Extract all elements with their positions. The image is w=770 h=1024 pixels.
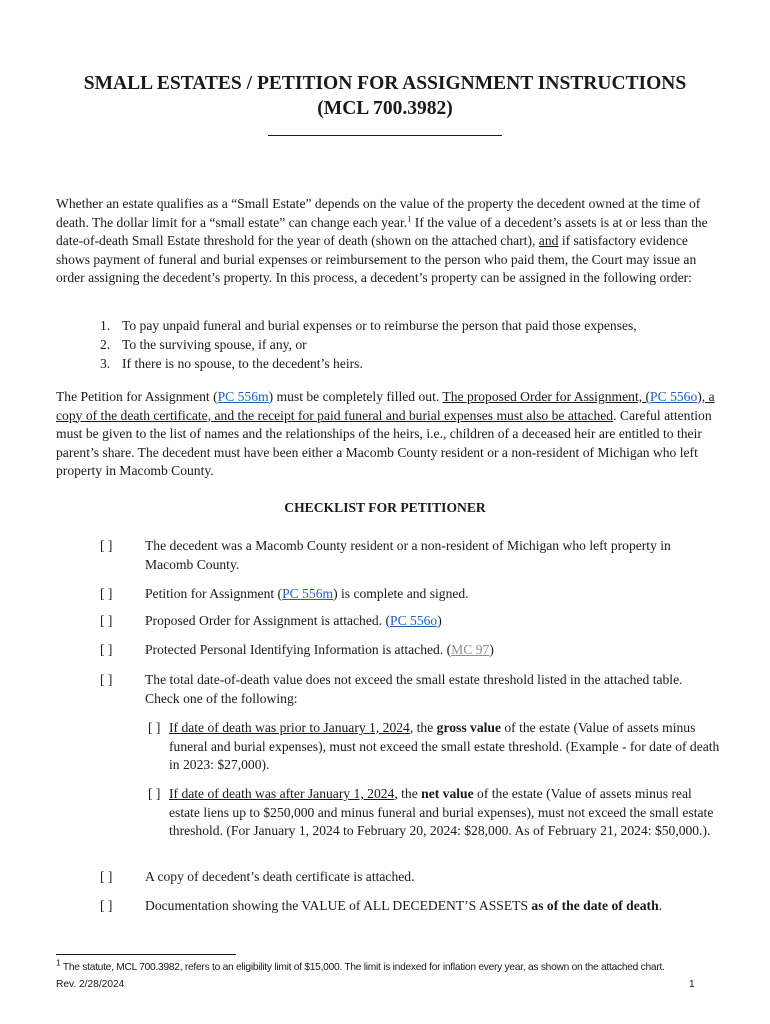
title-line-1: SMALL ESTATES / PETITION FOR ASSIGNMENT INSTRUCTIONS xyxy=(83,73,687,94)
footnote-text: The statute, MCL 700.3982, refers to an eligibility limit of $15,000. The limit is indexed for inflation every year, as shown on the attached chart. xyxy=(60,962,665,973)
intro-text-a: Whether an estate qualifies as a “Small Estate” depends on the value of the property the decedent owned at the time of death. The dollar limit for a “small estate” can change each year. xyxy=(56,196,701,230)
checklist-item-text: A copy of decedent’s death certificate is attached. xyxy=(145,869,415,884)
sub-option-date: If date of death was prior to January 1, 2024 xyxy=(169,720,410,735)
intro-and: and xyxy=(538,233,559,248)
item-text-a: Documentation showing the VALUE of ALL DECEDENT’S ASSETS xyxy=(145,898,532,913)
checkbox[interactable]: [ ] xyxy=(100,613,113,628)
checklist-item-text: The decedent was a Macomb County resident or a non-resident of Michigan who left property in Macomb County. xyxy=(145,538,671,572)
petition-text-b: ) must be completely filled out. xyxy=(268,389,443,404)
footnote-divider xyxy=(56,954,236,955)
petition-text-c: . Careful attention must be given to the list of names and the relationships of the heirs, i.e., children of a deceased heir are entitled to their parent’s share. The decedent must have been either a Macomb County resident or a non-resident of Michigan who left property in Macomb County. xyxy=(56,407,712,478)
title-divider xyxy=(268,135,502,136)
item-text-a: Protected Personal Identifying Information is attached. ( xyxy=(145,642,452,657)
checklist-item-text xyxy=(145,585,720,604)
item-text-b: ) xyxy=(489,642,494,657)
intro-paragraph xyxy=(56,195,720,288)
list-item-number: 3. xyxy=(100,356,111,371)
sub-bold: net value xyxy=(421,786,474,801)
sub-text-a: , the xyxy=(409,720,437,735)
checklist-item-text: The total date-of-death value does not exceed the small estate threshold listed in the attached table. Check one of the following: xyxy=(145,672,683,706)
pc-556o-link[interactable]: PC 556o xyxy=(650,389,698,404)
page-title xyxy=(40,71,730,121)
checkbox[interactable]: [ ] xyxy=(100,642,113,657)
sub-option-text xyxy=(169,785,720,841)
checkbox[interactable]: [ ] xyxy=(100,586,113,601)
assignment-order-list xyxy=(56,316,637,373)
revision-date: Rev. 2/28/2024 xyxy=(56,979,125,990)
checklist-title: CHECKLIST FOR PETITIONER xyxy=(284,500,486,515)
pc-556m-link[interactable]: PC 556m xyxy=(282,586,334,601)
sub-text-a: , the xyxy=(394,786,422,801)
checkbox[interactable]: [ ] xyxy=(100,869,113,884)
sub-text-b: of the estate (Value of assets minus funeral and burial expenses), must not exceed the small estate threshold. (Example - for date of death in 2023: $27,000). xyxy=(169,720,720,772)
intro-text-b: If the value of a decedent’s assets is at or less than the date-of-death Small Estate threshold for the year of death (shown on the attached chart), xyxy=(56,214,708,248)
checkbox[interactable]: [ ] xyxy=(100,672,113,687)
list-item-number: 2. xyxy=(100,337,111,352)
mc-97-link[interactable]: MC 97 xyxy=(451,642,490,657)
item-bold: as of the date of death xyxy=(531,898,659,913)
page-number: 1 xyxy=(689,979,695,990)
item-text-a: Petition for Assignment ( xyxy=(145,586,283,601)
list-item-text: If there is no spouse, to the decedent’s heirs. xyxy=(122,356,363,371)
checklist-item-text xyxy=(145,612,720,631)
sub-option-date: If date of death was after January 1, 2024 xyxy=(169,786,395,801)
petition-underlined-b: ), a copy of the death certificate, and the receipt for paid funeral and burial expenses must also be attached xyxy=(56,389,715,423)
checkbox[interactable]: [ ] xyxy=(100,538,113,553)
sub-bold: gross value xyxy=(436,720,501,735)
checklist-item-text xyxy=(145,641,720,660)
footnote xyxy=(56,957,726,973)
sub-text-b: of the estate (Value of assets minus real estate liens up to $250,000 and minus funeral and burial expenses), must not exceed the small estate threshold. (For January 1, 2024 to February 20, 2024: $28,000. As of February 21, 2024: $50,000.). xyxy=(169,786,714,838)
checkbox[interactable]: [ ] xyxy=(148,786,161,801)
list-item-text: To pay unpaid funeral and burial expenses or to reimburse the person that paid those expenses, xyxy=(122,318,637,333)
petition-text-a: The Petition for Assignment ( xyxy=(56,389,218,404)
item-text-b: ) xyxy=(437,613,442,628)
intro-text-c: if satisfactory evidence shows payment of funeral and burial expenses or reimbursement to the person who paid them, the Court may issue an order assigning the decedent’s property. In this process, a decedent’s property can be assigned in the following order: xyxy=(56,233,697,285)
list-item xyxy=(56,354,637,373)
list-item xyxy=(56,335,637,354)
list-item xyxy=(56,316,637,335)
footnote-ref: 1 xyxy=(407,212,412,223)
checklist-item-text xyxy=(145,897,720,916)
item-text-b: ) is complete and signed. xyxy=(333,586,469,601)
item-text-a: Proposed Order for Assignment is attached. ( xyxy=(145,613,391,628)
sub-option-text xyxy=(169,719,720,775)
item-text-b: . xyxy=(658,898,663,913)
petition-underlined-a: The proposed Order for Assignment, ( xyxy=(442,389,651,404)
list-item-number: 1. xyxy=(100,318,111,333)
title-line-2: (MCL 700.3982) xyxy=(317,98,453,119)
pc-556m-link[interactable]: PC 556m xyxy=(217,389,269,404)
petition-paragraph xyxy=(56,388,720,481)
checkbox[interactable]: [ ] xyxy=(100,898,113,913)
footnote-number: 1 xyxy=(56,957,61,968)
list-item-text: To the surviving spouse, if any, or xyxy=(122,337,307,352)
checkbox[interactable]: [ ] xyxy=(148,720,161,735)
pc-556o-link[interactable]: PC 556o xyxy=(390,613,438,628)
